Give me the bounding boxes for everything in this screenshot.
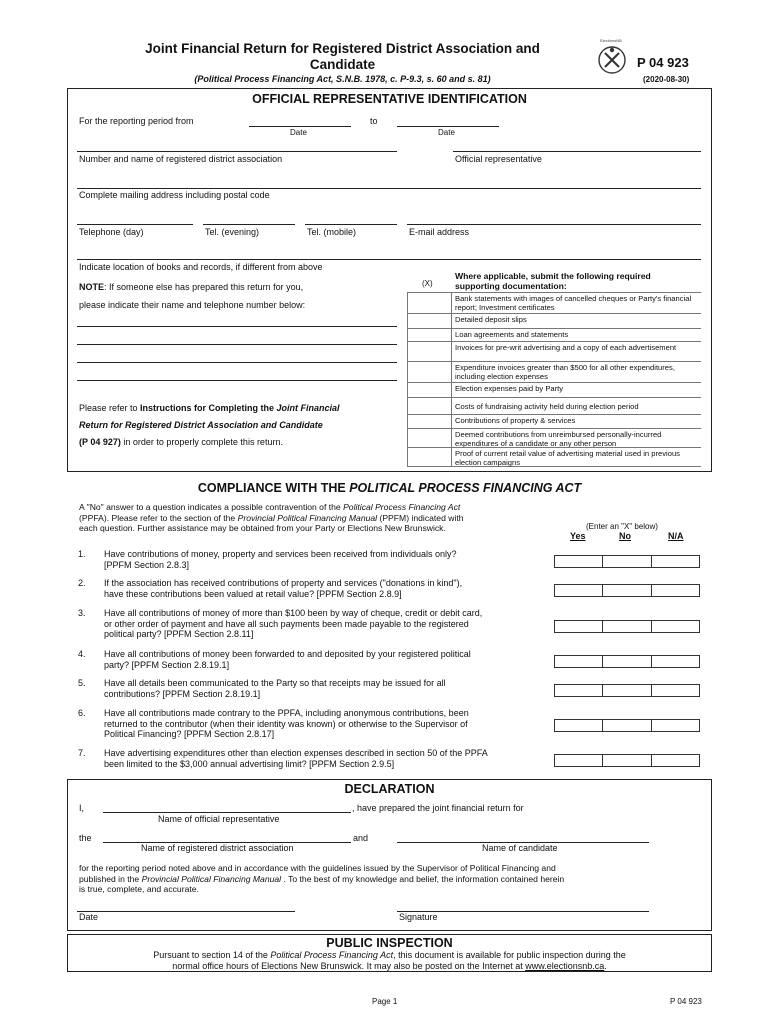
books-records-label: Indicate location of books and records, if different from above xyxy=(79,262,323,272)
compliance-title xyxy=(67,481,712,495)
tel-day-field[interactable] xyxy=(77,224,193,225)
doc-label: Contributions of property & services xyxy=(455,416,576,425)
decl-text-2a: published in the xyxy=(79,873,142,884)
public-line-1 xyxy=(67,950,712,961)
email-field[interactable] xyxy=(407,224,701,225)
doc-row[interactable] xyxy=(407,414,701,428)
answer-row-7[interactable] xyxy=(554,754,700,767)
doc-row[interactable] xyxy=(407,382,701,397)
doc-checkbox[interactable] xyxy=(407,415,452,428)
compliance-intro xyxy=(79,502,549,534)
intro-2b: Provincial Political Financing Manual xyxy=(237,512,378,523)
date-label-from: Date xyxy=(290,128,307,137)
date-label-to: Date xyxy=(438,128,455,137)
identification-title: OFFICIAL REPRESENTATIVE IDENTIFICATION xyxy=(252,92,527,106)
email-label: E-mail address xyxy=(409,227,470,237)
declaration-frame xyxy=(67,779,712,931)
question-text: Have advertising expenditures other than election expenses described in section 50 of the PPFA been limited to the $3,000 annual advertising limit? [PPFM Section 2.9.5] xyxy=(104,748,488,769)
intro-3: each question. Further assistance may be obtained from your Party or Elections New Brunswick. xyxy=(79,523,446,533)
col-yes: Yes xyxy=(570,531,586,541)
public-1b: Political Process Financing Act xyxy=(270,950,394,960)
question-number: 1. xyxy=(78,549,86,559)
association-label: Number and name of registered district association xyxy=(79,154,283,164)
question-number: 2. xyxy=(78,578,86,588)
answer-row-3[interactable] xyxy=(554,620,700,633)
decl-i-label: I, xyxy=(79,803,85,813)
period-to-field[interactable] xyxy=(397,126,499,127)
intro-2a: (PPFA). Please refer to the section of the xyxy=(79,512,238,523)
question-text: Have all contributions of money of more than $100 been by way of cheque, credit or debit card, or other order of payment and have all such payments been made payable to the registered political party? [PPFM Section 2.8.11] xyxy=(104,608,483,639)
question-text: Have all contributions made contrary to the PPFA, including anonymous contributions, been returned to the contributor (when their identity was known) or otherwise to the Supervisor of Political Financing? [PPFM Section 2.8.17] xyxy=(104,708,469,739)
intro-2c: (PPFM) indicated with xyxy=(377,512,464,523)
decl-text xyxy=(79,863,704,895)
page-number: Page 1 xyxy=(372,997,398,1006)
doc-label: Election expenses paid by Party xyxy=(455,384,564,393)
form-date: (2020-08-30) xyxy=(643,75,690,84)
decl-name-association-label: Name of registered district association xyxy=(141,843,294,853)
public-1c: , this document is available for public inspection during the xyxy=(393,950,626,960)
form-title-line1: Joint Financial Return for Registered District Association and xyxy=(145,41,540,56)
tel-day-label: Telephone (day) xyxy=(79,227,144,237)
decl-name-candidate-label: Name of candidate xyxy=(482,843,558,853)
x-column-label: (X) xyxy=(422,279,433,288)
refer-3b: in order to properly complete this return. xyxy=(120,437,283,447)
date-field[interactable] xyxy=(77,911,295,912)
doc-label: Invoices for pre-writ advertising and a copy of each advertisement xyxy=(455,343,677,352)
tel-evening-field[interactable] xyxy=(203,224,295,225)
docs-heading-1: Where applicable, submit the following required xyxy=(455,271,651,281)
period-from-field[interactable] xyxy=(249,126,351,127)
preparer-line-2[interactable] xyxy=(77,344,397,345)
compliance-title-a: COMPLIANCE WITH THE xyxy=(197,481,350,495)
refer-1c: Joint Financial xyxy=(276,403,340,413)
doc-checkbox[interactable] xyxy=(407,383,452,397)
doc-checkbox[interactable] xyxy=(407,329,452,341)
doc-checkbox[interactable] xyxy=(407,293,452,313)
mailing-address-label: Complete mailing address including postal code xyxy=(79,190,270,200)
tel-mobile-label: Tel. (mobile) xyxy=(307,227,357,237)
note-text-2: please indicate their name and telephone number below: xyxy=(79,300,306,310)
docs-heading-2: supporting documentation: xyxy=(455,281,567,291)
doc-label: Loan agreements and statements xyxy=(455,330,569,339)
note-body: : If someone else has prepared this return for you, xyxy=(104,282,304,292)
decl-and-label: and xyxy=(353,833,369,843)
doc-row[interactable] xyxy=(407,313,701,328)
public-line-2 xyxy=(67,961,712,972)
declaration-title: DECLARATION xyxy=(344,782,435,796)
doc-checkbox[interactable] xyxy=(407,362,452,382)
question-text: If the association has received contributions of property and services ("donations in kind"), have these contributions been valued at retail value? [PPFM Section 2.8.9] xyxy=(104,578,463,599)
answer-row-5[interactable] xyxy=(554,684,700,697)
form-subtitle: (Political Process Financing Act, S.N.B. 1978, c. P-9.3, s. 60 and s. 81) xyxy=(194,74,491,84)
answer-row-1[interactable] xyxy=(554,555,700,568)
form-number: P 04 923 xyxy=(637,55,689,70)
doc-checkbox[interactable] xyxy=(407,429,452,447)
official-name-field[interactable] xyxy=(103,812,351,813)
doc-row[interactable] xyxy=(407,341,701,361)
question-number: 3. xyxy=(78,608,86,618)
doc-row[interactable] xyxy=(407,328,701,341)
official-rep-field[interactable] xyxy=(453,151,701,152)
decl-text-1: for the reporting period noted above and in accordance with the guidelines issued by the Supervisor of Political Financing and xyxy=(79,863,556,873)
enter-x-label: (Enter an "X" below) xyxy=(586,522,658,531)
note-bold: NOTE xyxy=(79,282,105,292)
period-label: For the reporting period from xyxy=(79,116,194,126)
question-number: 5. xyxy=(78,678,86,688)
preparer-line-3[interactable] xyxy=(77,362,397,363)
form-title-line2: Candidate xyxy=(309,57,376,72)
doc-row[interactable] xyxy=(407,361,701,382)
tel-mobile-field[interactable] xyxy=(305,224,397,225)
association-field[interactable] xyxy=(77,151,397,152)
question-text: Have all details been communicated to the Party so that receipts may be issued for all contributions? [PPFM Section 2.8.19.1] xyxy=(104,678,446,699)
public-inspection-title: PUBLIC INSPECTION xyxy=(326,936,453,950)
doc-checkbox[interactable] xyxy=(407,398,452,414)
col-na: N/A xyxy=(668,531,684,541)
refer-line-3 xyxy=(79,437,283,448)
elections-nb-logo xyxy=(594,38,630,78)
preparer-line-4[interactable] xyxy=(77,380,397,381)
question-number: 4. xyxy=(78,649,86,659)
doc-checkbox[interactable] xyxy=(407,314,452,328)
refer-line-1 xyxy=(79,403,340,414)
refer-1b: Instructions for Completing the xyxy=(140,403,277,413)
question-number: 7. xyxy=(78,748,86,758)
refer-line-2: Return for Registered District Association and Candidate xyxy=(79,420,323,430)
decl-text-2b: Provincial Political Financing Manual xyxy=(141,873,282,884)
intro-1a: A "No" answer to a question indicates a possible contravention of the xyxy=(79,502,344,512)
doc-label: Bank statements with images of cancelled cheques or Party's financial report; Investment certificates xyxy=(455,294,692,312)
decl-signature-label: Signature xyxy=(399,912,438,922)
doc-label: Proof of current retail value of advertising material used in previous election campaigns xyxy=(455,449,680,467)
decl-name-official-label: Name of official representative xyxy=(158,814,280,824)
doc-row[interactable] xyxy=(407,397,701,414)
question-text: Have all contributions of money been forwarded to and deposited by your registered political party? [PPFM Section 2.8.19.1] xyxy=(104,649,471,670)
doc-label: Detailed deposit slips xyxy=(455,315,527,324)
decl-have-prepared: , have prepared the joint financial return for xyxy=(352,803,524,813)
col-no: No xyxy=(619,531,631,541)
footer-form-number: P 04 923 xyxy=(670,997,702,1006)
preparer-line-1[interactable] xyxy=(77,326,397,327)
doc-row[interactable] xyxy=(407,292,701,313)
answer-row-2[interactable] xyxy=(554,584,700,597)
doc-row[interactable] xyxy=(407,428,701,447)
books-records-field[interactable] xyxy=(77,259,701,260)
public-2c: . xyxy=(604,961,607,971)
decl-text-3: is true, complete, and accurate. xyxy=(79,884,199,895)
doc-checkbox[interactable] xyxy=(407,342,452,361)
doc-row[interactable] xyxy=(407,447,701,467)
refer-3a: (P 04 927) xyxy=(79,437,121,447)
doc-checkbox[interactable] xyxy=(407,448,452,466)
decl-the-label: the xyxy=(79,833,92,843)
decl-text-2c: . To the best of my knowledge and belief, the information contained herein xyxy=(281,873,565,884)
doc-label: Expenditure invoices greater than $500 for all other expenditures, including election expenses xyxy=(455,363,675,381)
logo-text: ElectionsNB xyxy=(600,38,622,43)
doc-label: Costs of fundraising activity held during election period xyxy=(455,402,639,411)
refer-1a: Please refer to xyxy=(79,403,141,413)
answer-row-6[interactable] xyxy=(554,719,700,732)
mailing-address-field[interactable] xyxy=(77,188,701,189)
note-text xyxy=(79,282,303,293)
decl-date-label: Date xyxy=(79,912,99,922)
tel-evening-label: Tel. (evening) xyxy=(205,227,260,237)
elections-nb-link[interactable]: www.electionsnb.ca xyxy=(525,961,605,971)
docs-heading xyxy=(455,271,651,291)
public-1a: Pursuant to section 14 of the xyxy=(153,950,271,960)
official-rep-label: Official representative xyxy=(455,154,542,164)
intro-1b: Political Process Financing Act xyxy=(343,502,461,512)
question-number: 6. xyxy=(78,708,86,718)
to-label: to xyxy=(370,116,378,126)
public-2a: normal office hours of Elections New Brunswick. It may also be posted on the Internet at xyxy=(172,961,526,971)
question-text: Have contributions of money, property and services been received from individuals only? [PPFM Section 2.8.3] xyxy=(104,549,457,570)
answer-row-4[interactable] xyxy=(554,655,700,668)
compliance-title-b: POLITICAL PROCESS FINANCING ACT xyxy=(349,481,582,495)
doc-label: Deemed contributions from unreimbursed personally-incurred expenditures of a candidate or any other person xyxy=(455,430,662,448)
